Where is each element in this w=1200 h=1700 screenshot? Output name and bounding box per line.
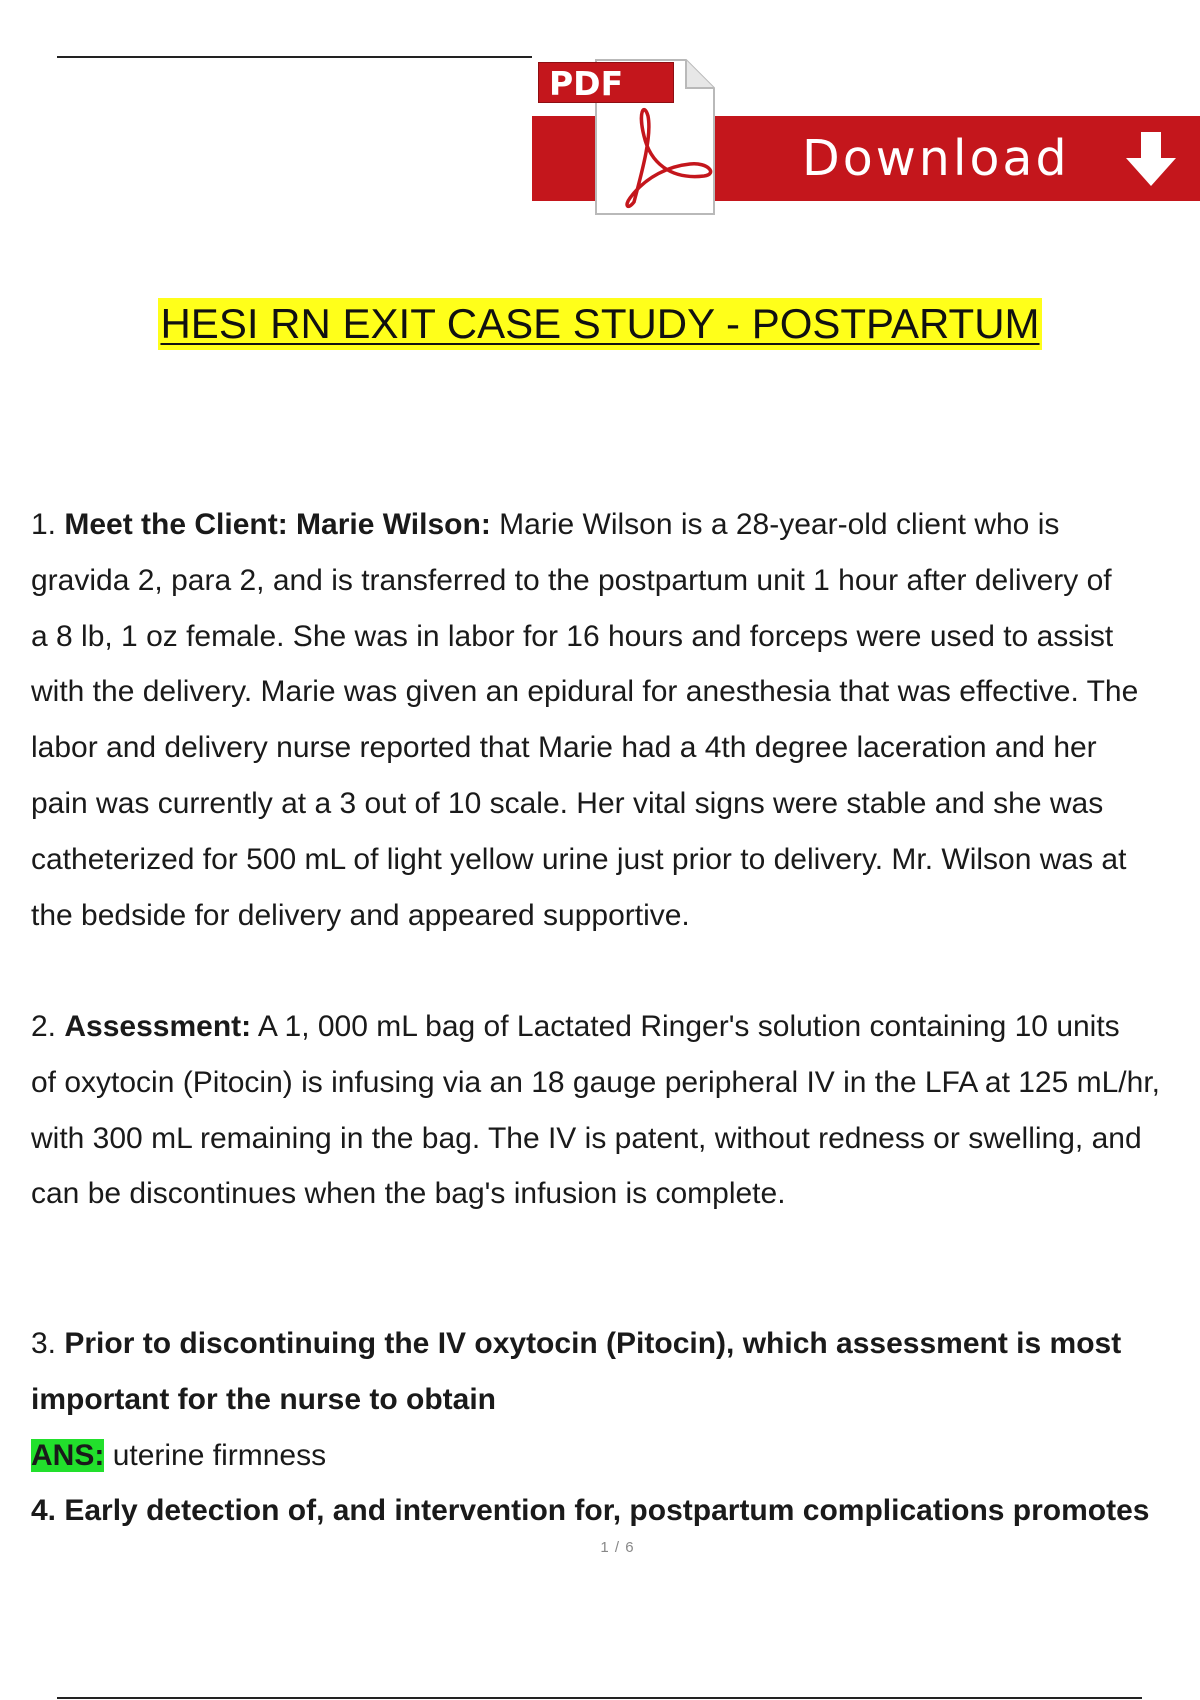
question-3 bbox=[31, 1316, 1200, 1539]
q1-line: Marie Wilson is a 28-year-old client who is bbox=[499, 508, 1060, 541]
q2-line: with 300 mL remaining in the bag. The IV is patent, without redness or swelling, and bbox=[31, 1121, 1142, 1155]
q1-line: pain was currently at a 3 out of 10 scale. Her vital signs were stable and she was bbox=[31, 786, 1104, 820]
question-4: 4. Early detection of, and intervention for, postpartum complications promotes bbox=[31, 1494, 1150, 1528]
title-container bbox=[0, 298, 1200, 350]
q1-line: labor and delivery nurse reported that Marie had a 4th degree laceration and her bbox=[31, 731, 1097, 765]
pdf-download-button[interactable] bbox=[532, 54, 1200, 220]
page-number: 1 / 6 bbox=[600, 1539, 635, 1556]
q3-number: 3. bbox=[31, 1327, 57, 1360]
q1-line: the bedside for delivery and appeared supportive. bbox=[31, 898, 690, 932]
document-title: HESI RN EXIT CASE STUDY - POSTPARTUM bbox=[158, 298, 1041, 350]
q2-line: of oxytocin (Pitocin) is infusing via an 18 gauge peripheral IV in the LFA at 125 mL/hr, bbox=[31, 1065, 1160, 1099]
question-2 bbox=[31, 999, 1200, 1222]
q1-line: catheterized for 500 mL of light yellow urine just prior to delivery. Mr. Wilson was at bbox=[31, 842, 1127, 876]
q1-line: gravida 2, para 2, and is transferred to the postpartum unit 1 hour after delivery of bbox=[31, 563, 1112, 597]
top-rule bbox=[57, 56, 532, 58]
download-arrow-icon bbox=[1122, 130, 1180, 188]
bottom-rule bbox=[57, 1697, 1142, 1699]
answer-text: uterine firmness bbox=[112, 1438, 327, 1472]
q2-heading: Assessment: bbox=[64, 1010, 252, 1043]
q3-question: important for the nurse to obtain bbox=[31, 1382, 496, 1416]
question-1 bbox=[31, 497, 1200, 943]
q1-line: a 8 lb, 1 oz female. She was in labor for 16 hours and forceps were used to assist bbox=[31, 619, 1114, 653]
q2-line: A 1, 000 mL bag of Lactated Ringer's solution containing 10 units bbox=[257, 1010, 1120, 1043]
q1-line: with the delivery. Marie was given an epidural for anesthesia that was effective. The bbox=[31, 675, 1139, 709]
pdf-label: PDF bbox=[538, 62, 674, 103]
q3-question: Prior to discontinuing the IV oxytocin (Pitocin), which assessment is most bbox=[64, 1327, 1122, 1360]
download-label: Download bbox=[802, 130, 1070, 187]
q1-heading: Meet the Client: Marie Wilson: bbox=[64, 508, 491, 541]
q1-number: 1. bbox=[31, 508, 57, 541]
q2-line: can be discontinues when the bag's infusion is complete. bbox=[31, 1177, 786, 1211]
q2-number: 2. bbox=[31, 1010, 57, 1043]
answer-label: ANS: bbox=[31, 1438, 105, 1472]
